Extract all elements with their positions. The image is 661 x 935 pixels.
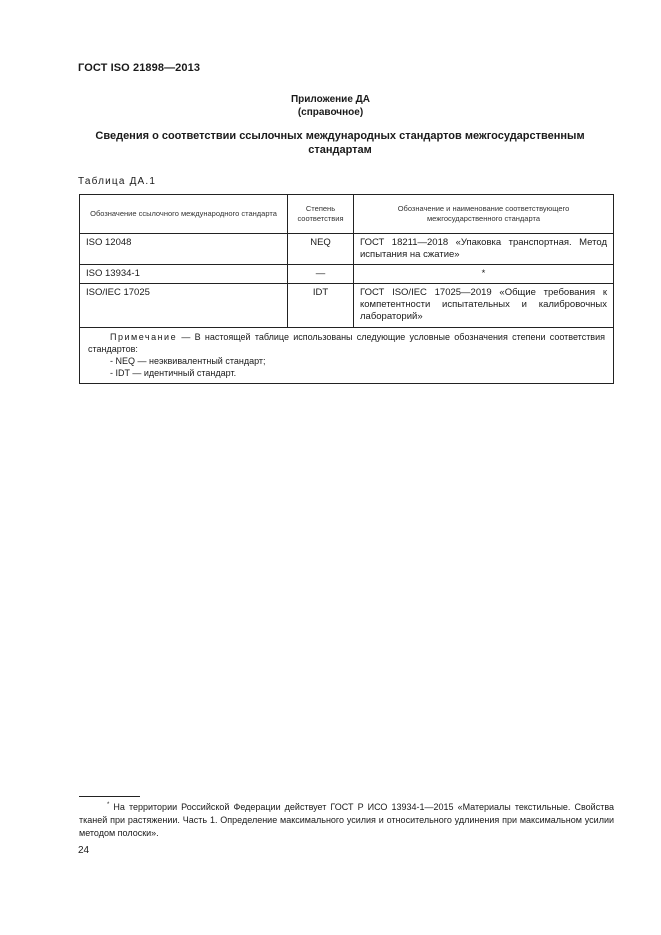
- note-item: - NEQ — неэквивалентный стандарт;: [110, 356, 266, 366]
- cell-degree: —: [288, 265, 354, 284]
- table-row: [80, 265, 614, 284]
- footnote-marker: *: [107, 802, 110, 808]
- table-note: [80, 328, 614, 384]
- header-cell-international-standard: Обозначение ссылочного международного стандарта: [80, 195, 288, 234]
- table-row: [80, 234, 614, 265]
- table-header-row: [80, 195, 614, 234]
- header-cell-interstate-standard: Обозначение и наименование соответствующего межгосударственного стандарта: [354, 195, 614, 234]
- appendix-subtitle: (справочное): [297, 107, 364, 118]
- section-title: Сведения о соответствии ссылочных международных стандартов межгосударственным стандартам: [95, 130, 585, 156]
- table-note-row: [80, 328, 614, 384]
- cell-interstate-standard: ГОСТ ISO/IEC 17025—2019 «Общие требования к компетентности испытательных и калибровочных лабораторий»: [354, 284, 614, 328]
- document-code: ГОСТ ISO 21898—2013: [78, 62, 201, 74]
- cell-interstate-standard: ГОСТ 18211—2018 «Упаковка транспортная. Метод испытания на сжатие»: [354, 234, 614, 265]
- correspondence-table: [79, 194, 614, 384]
- footnote-divider: [79, 796, 140, 797]
- footnote: [79, 801, 614, 840]
- cell-international-standard: ISO/IEC 17025: [80, 284, 288, 328]
- cell-degree: IDT: [288, 284, 354, 328]
- cell-international-standard: ISO 12048: [80, 234, 288, 265]
- header-cell-degree: Степень соответствия: [288, 195, 354, 234]
- cell-international-standard: ISO 13934-1: [80, 265, 288, 284]
- note-text: — В настоящей таблице использованы следующие условные обозначения степени соответствия стандартов:: [88, 332, 605, 354]
- appendix-heading: [0, 93, 661, 119]
- cell-degree: NEQ: [288, 234, 354, 265]
- note-item: - IDT — идентичный стандарт.: [110, 368, 237, 378]
- table-row: [80, 284, 614, 328]
- appendix-title: Приложение ДА: [290, 94, 371, 105]
- page-number: 24: [78, 845, 90, 856]
- cell-interstate-standard: *: [354, 265, 614, 284]
- table-caption: Таблица ДА.1: [78, 176, 157, 187]
- footnote-text: На территории Российской Федерации действует ГОСТ Р ИСО 13934-1—2015 «Материалы текстильные. Свойства тканей при растяжении. Часть 1. Определение максимального усилия и относительного удлинения при максимальном усилии методом полоски».: [79, 802, 614, 838]
- note-label: Примечание: [110, 332, 178, 342]
